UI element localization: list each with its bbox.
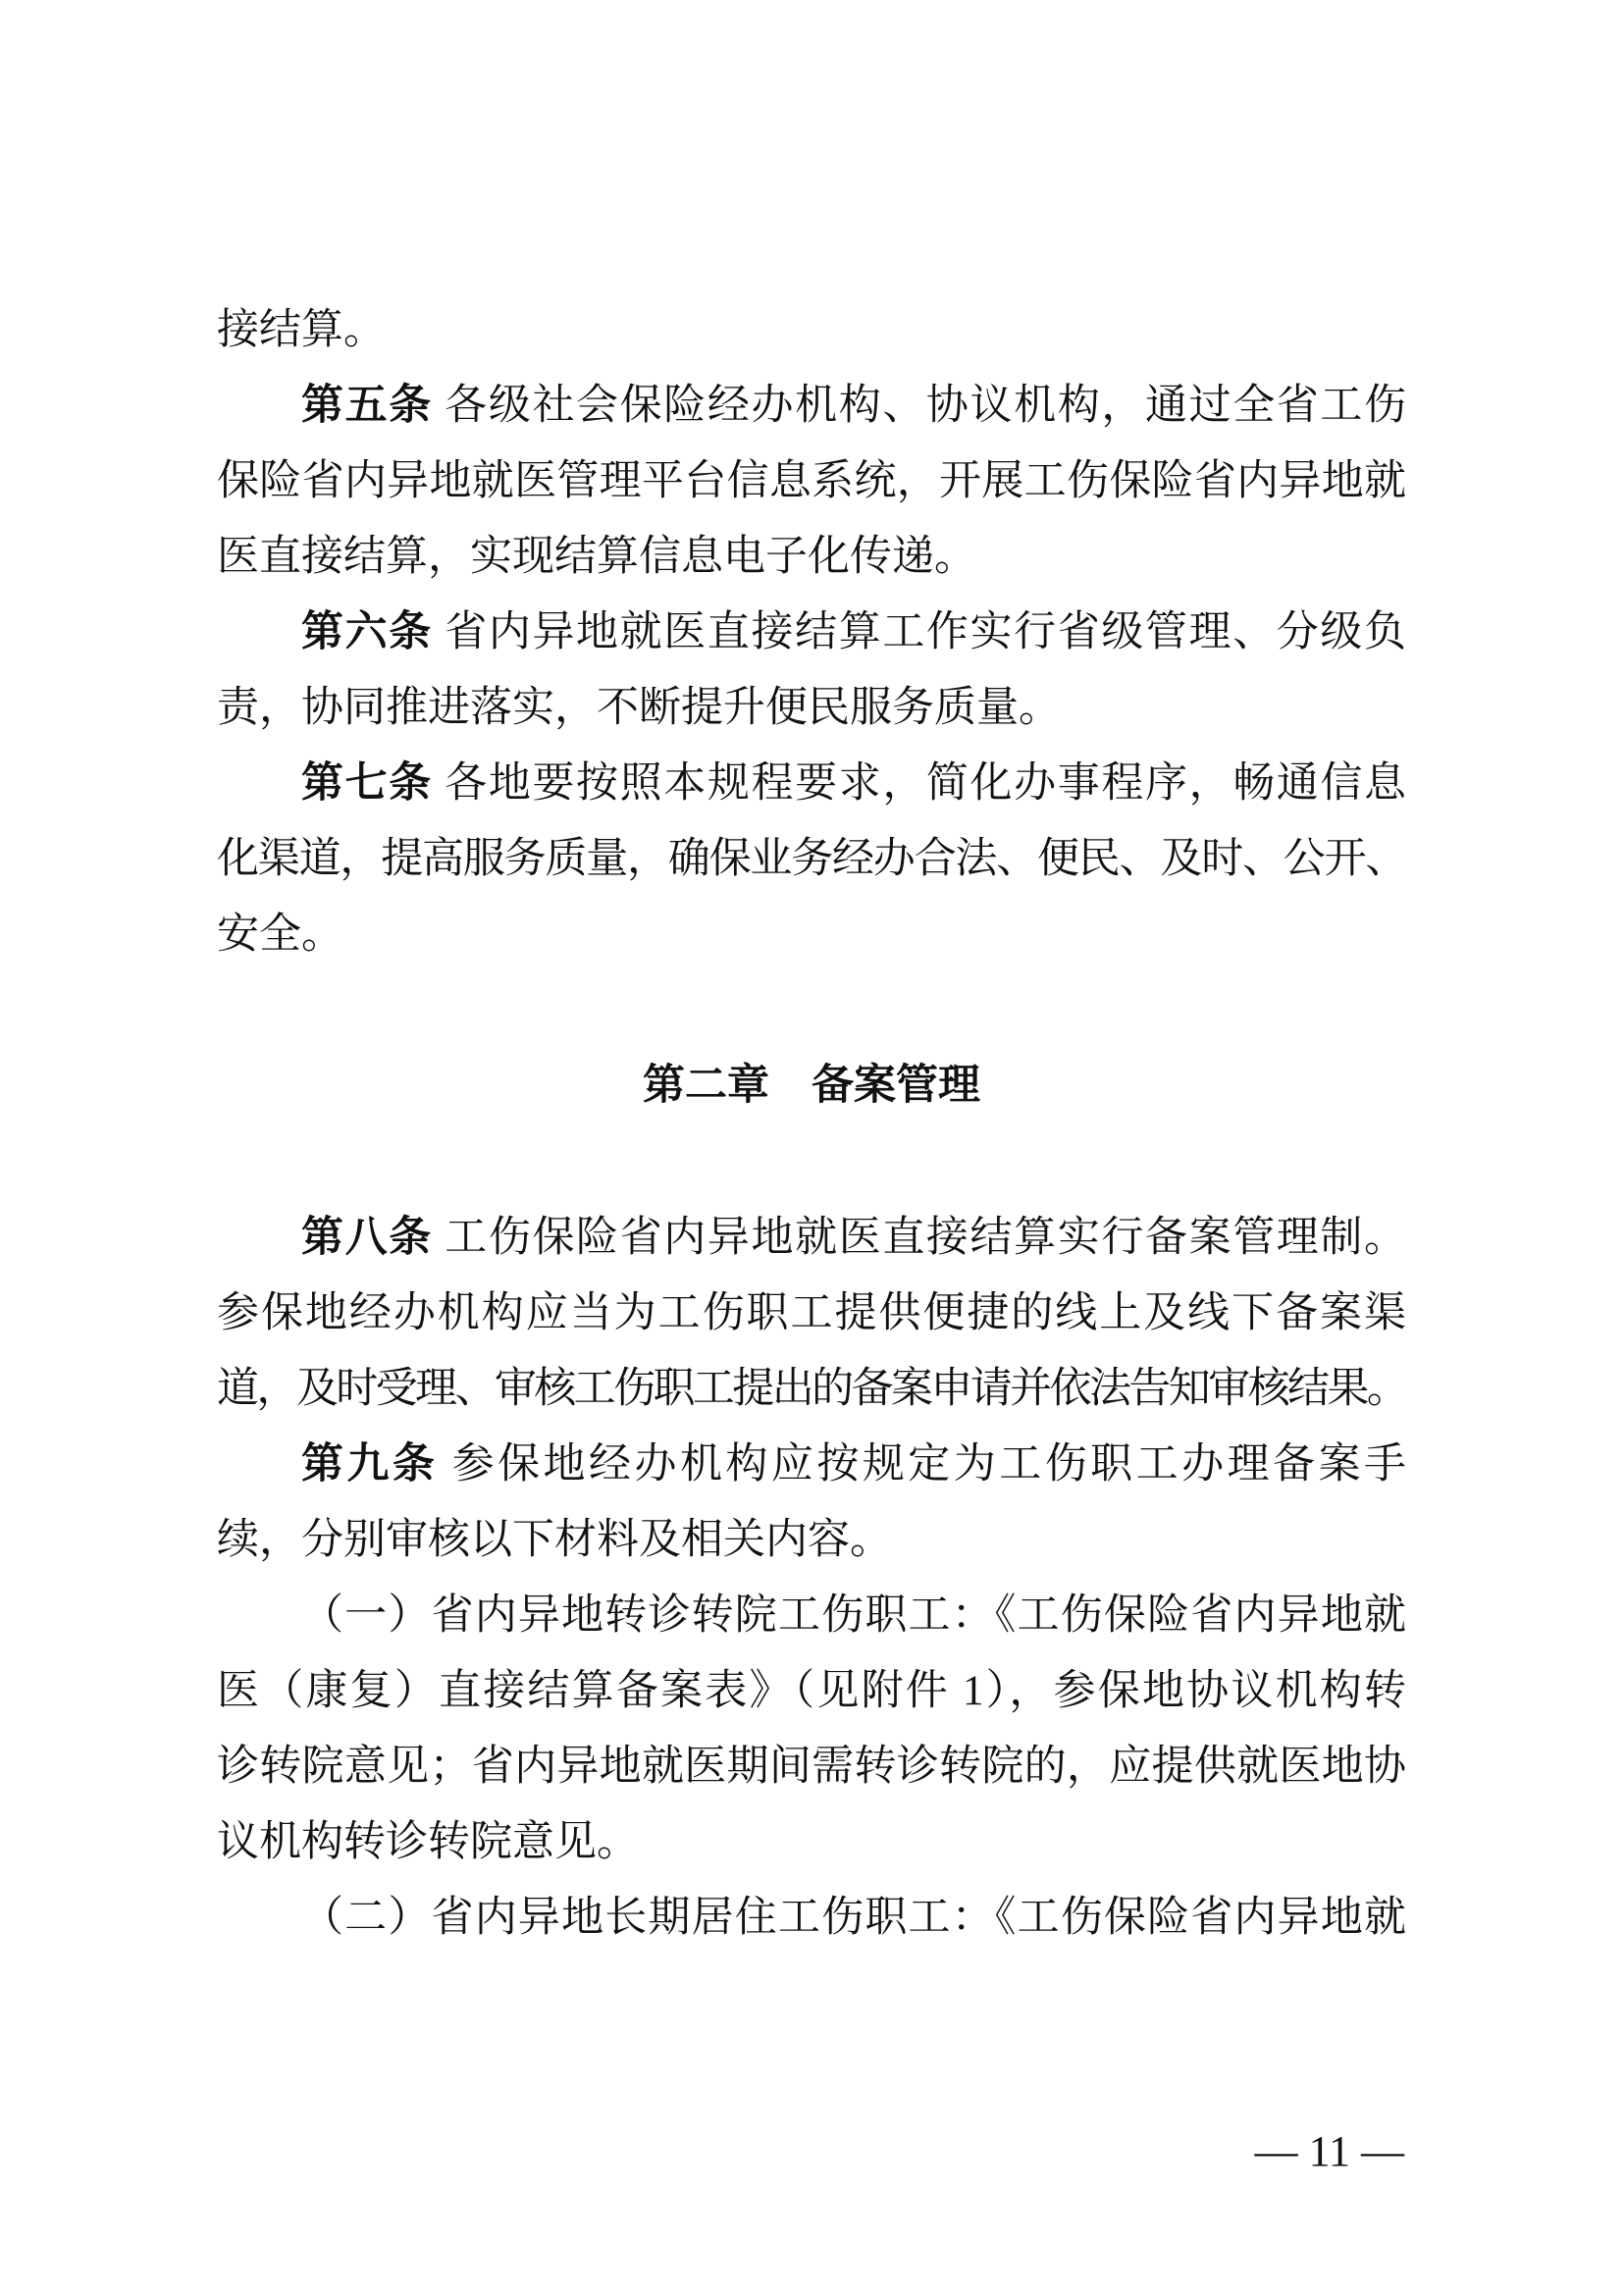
item-marker: （一） xyxy=(301,1592,432,1639)
text-line: 安全。 xyxy=(217,912,343,959)
article-label: 第六条 xyxy=(301,607,433,657)
article-8 xyxy=(217,1200,1406,1427)
line-text: 各地要按照本规程要求，简化办事程序，畅通信息 xyxy=(445,760,1407,808)
text-line xyxy=(217,1880,1406,1956)
article-7 xyxy=(217,746,1406,972)
text-line xyxy=(217,1427,1406,1502)
text-line: 医（康复）直接结算备案表》（见附件 1），参保地协议机构转 xyxy=(217,1667,1406,1714)
text-line: 议机构转诊转院意见。 xyxy=(217,1818,639,1865)
article-9 xyxy=(217,1427,1406,1578)
text-line: 保险省内异地就医管理平台信息系统，开展工伤保险省内异地就 xyxy=(217,458,1406,505)
text-line xyxy=(217,595,1406,670)
article-label: 第五条 xyxy=(301,381,433,431)
list-item-1 xyxy=(217,1578,1406,1880)
text-line: 诊转院意见；省内异地就医期间需转诊转院的，应提供就医地协 xyxy=(217,1743,1406,1790)
text-line: 责，协同推进落实，不断提升便民服务质量。 xyxy=(217,685,1061,732)
text-line xyxy=(217,1578,1406,1653)
text-line: 参保地经办机构应当为工伤职工提供便捷的线上及线下备案渠 xyxy=(217,1289,1406,1336)
line-text: 参保地经办机构应按规定为工伤职工办理备案手 xyxy=(451,1440,1406,1487)
text-line: 医直接结算，实现结算信息电子化传递。 xyxy=(217,534,976,581)
text-line xyxy=(217,746,1406,821)
item-marker: （二） xyxy=(301,1894,432,1941)
text-line xyxy=(217,368,1406,444)
line-text: 省内异地就医直接结算工作实行省级管理、分级负 xyxy=(445,609,1407,656)
line-text: 工伤保险省内异地就医直接结算实行备案管理制。 xyxy=(445,1214,1407,1261)
article-label: 第七条 xyxy=(301,758,433,809)
blank-line xyxy=(217,1124,1406,1200)
carryover-paragraph xyxy=(217,292,1406,368)
list-item-2 xyxy=(217,1880,1406,1956)
article-label: 第八条 xyxy=(301,1212,433,1262)
text-line: 续，分别审核以下材料及相关内容。 xyxy=(217,1516,892,1563)
line-text: 省内异地转诊转院工伤职工：《工伤保险省内异地就 xyxy=(431,1592,1407,1639)
article-6 xyxy=(217,595,1406,746)
text-line: 化渠道，提高服务质量，确保业务经办合法、便民、及时、公开、 xyxy=(217,836,1406,883)
article-5 xyxy=(217,368,1406,595)
line-text: 各级社会保险经办机构、协议机构，通过全省工伤 xyxy=(445,383,1407,430)
line-text: 省内异地长期居住工伤职工：《工伤保险省内异地就 xyxy=(431,1894,1407,1941)
article-label: 第九条 xyxy=(301,1438,439,1488)
chapter-heading: 第二章 备案管理 xyxy=(643,1061,980,1111)
blank-line xyxy=(217,972,1406,1048)
page-number: — 11 — xyxy=(1254,2127,1404,2175)
document-body xyxy=(217,292,1406,1956)
text-line: 道，及时受理、审核工伤职工提出的备案申请并依法告知审核结果。 xyxy=(217,1365,1406,1412)
text-line: 接结算。 xyxy=(217,307,386,353)
text-line xyxy=(217,1200,1406,1276)
